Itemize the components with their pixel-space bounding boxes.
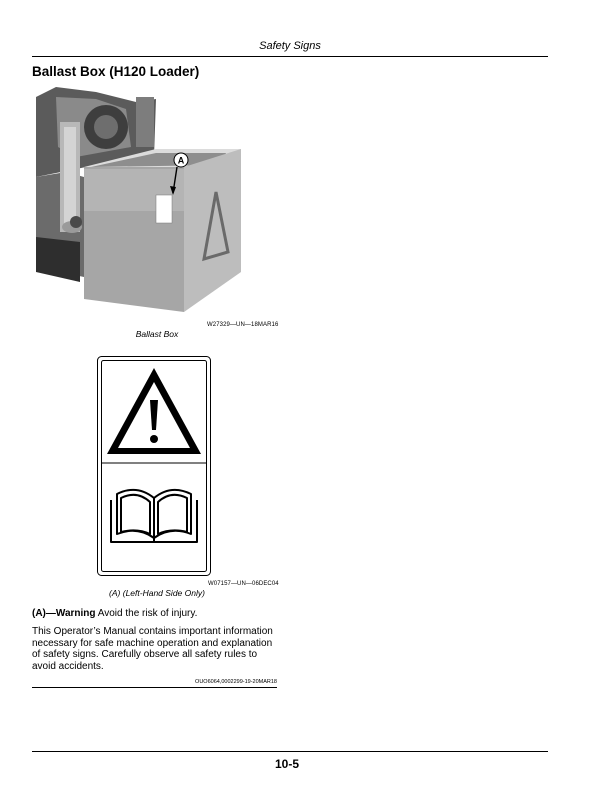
header-rule — [32, 56, 548, 57]
callout-a: A — [177, 155, 185, 166]
ballast-box-photo — [36, 87, 278, 315]
page-number: 10-5 — [275, 757, 300, 771]
doc-id: OUO6064,0002299-19-20MAR18 — [195, 679, 277, 685]
figure2-caption: (A) (Left-Hand Side Only) — [109, 588, 205, 598]
warning-line — [32, 608, 282, 620]
body-paragraph: This Operator’s Manual contains important information necessary for safe machine operation and explanation of safety signs. Carefully observe all safety rules to avoid accidents. — [32, 626, 273, 672]
footer-rule — [32, 751, 548, 752]
section-end-rule — [32, 687, 277, 688]
figure1-caption: Ballast Box — [135, 329, 179, 339]
warning-label: (A)—Warning — [32, 608, 96, 619]
figure2-ref-id: W07157—UN—06DEC04 — [208, 581, 279, 587]
page-header-title: Safety Signs — [259, 40, 321, 52]
section-title: Ballast Box (H120 Loader) — [32, 64, 200, 79]
safety-decal — [97, 356, 211, 576]
warning-text: Avoid the risk of injury. — [95, 608, 198, 619]
figure1-ref-id: W27329—UN—18MAR16 — [207, 322, 279, 328]
